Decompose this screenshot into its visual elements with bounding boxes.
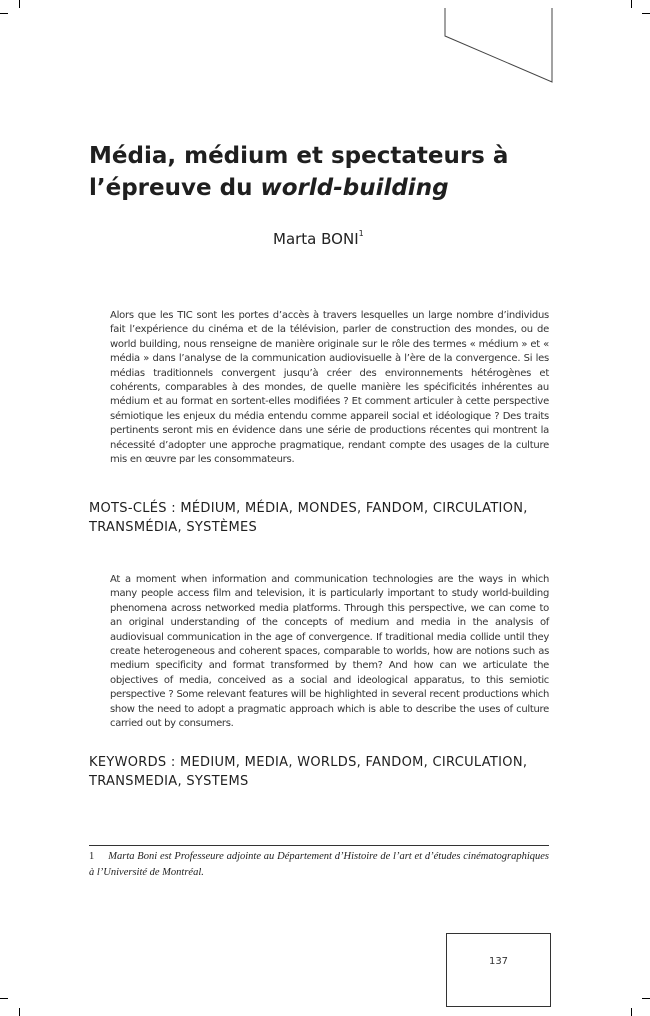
crop-mark bbox=[631, 0, 632, 8]
page-number-box bbox=[446, 933, 551, 1007]
abstract-french: Alors que les TIC sont les portes d’accès à travers lesquelles un large nombre d’individus fait l’expérience du cinéma et de la télévision, parler de construction des mondes, ou de world building, nous renseigne de manière originale sur le rôle des termes « médium » et « média » dans l’analyse de la communication audiovisuelle à l’ère de la convergence. Si les médias traditionnels convergent jusqu’à créer des environnements hétérogènes et cohérents, comparables à des mondes, de quelle manière les spécificités inhérentes au médium et au format en sortent-elles modifiées ? Et comment articuler à cette perspective sémiotique les enjeux du média entendu comme appareil social et idéologique ? Des traits pertinents seront mis en évidence dans une série de productions récentes qui montrent la nécessité d’adopter une approche pragmatique, rendant compte des usages de la culture mis en œuvre par les consommateurs. bbox=[110, 310, 549, 466]
footnote-number: 1 bbox=[89, 851, 95, 862]
abstract-english: At a moment when information and communication technologies are the ways in which many people access film and television, it is particularly important to study world-building phenomena across networked media platforms. Through this perspective, we can come to an original understanding of the concepts of medium and media in the analysis of audiovisual communication in the age of convergence. If traditional media collide until they create heterogeneous and coherent spaces, comparable to worlds, how are notions such as medium specificity and format transformed by them? And how can we articulate the objectives of media, conceived as a social and ideological apparatus, to this semiotic perspective ? Some relevant features will be highlighted in several recent productions which show the need to adopt a pragmatic approach which is able to describe the uses of culture carried out by consumers. bbox=[110, 574, 549, 730]
footnote-text: Marta Boni est Professeure adjointe au Département d’Histoire de l’art et d’études cinématographiques à l’Université de Montréal. bbox=[89, 851, 549, 878]
crop-mark bbox=[19, 0, 20, 8]
footnote-divider bbox=[89, 845, 549, 846]
header-tab-shape bbox=[444, 8, 554, 84]
author-name: Marta BONI$^1$ bbox=[273, 229, 364, 248]
crop-mark bbox=[19, 1008, 20, 1016]
crop-mark bbox=[0, 13, 8, 14]
crop-mark bbox=[642, 13, 650, 14]
article-title-italic: world-building bbox=[260, 175, 449, 201]
author-footnote-mark: 1 bbox=[358, 229, 364, 238]
keywords-french: MOTS-CLÉS : MÉDIUM, MÉDIA, MONDES, FANDOM, CIRCULATION, TRANSMÉDIA, SYSTÈMES bbox=[89, 501, 528, 535]
footnote bbox=[89, 849, 549, 881]
page-number: 137 bbox=[488, 956, 509, 967]
keywords-english: KEYWORDS : MEDIUM, MEDIA, WORLDS, FANDOM, CIRCULATION, TRANSMEDIA, SYSTEMS bbox=[89, 755, 528, 789]
crop-mark bbox=[631, 1008, 632, 1016]
crop-mark bbox=[642, 998, 650, 999]
article-title: Média, médium et spectateurs à l’épreuve du world-building bbox=[89, 143, 509, 201]
crop-mark bbox=[0, 998, 8, 999]
